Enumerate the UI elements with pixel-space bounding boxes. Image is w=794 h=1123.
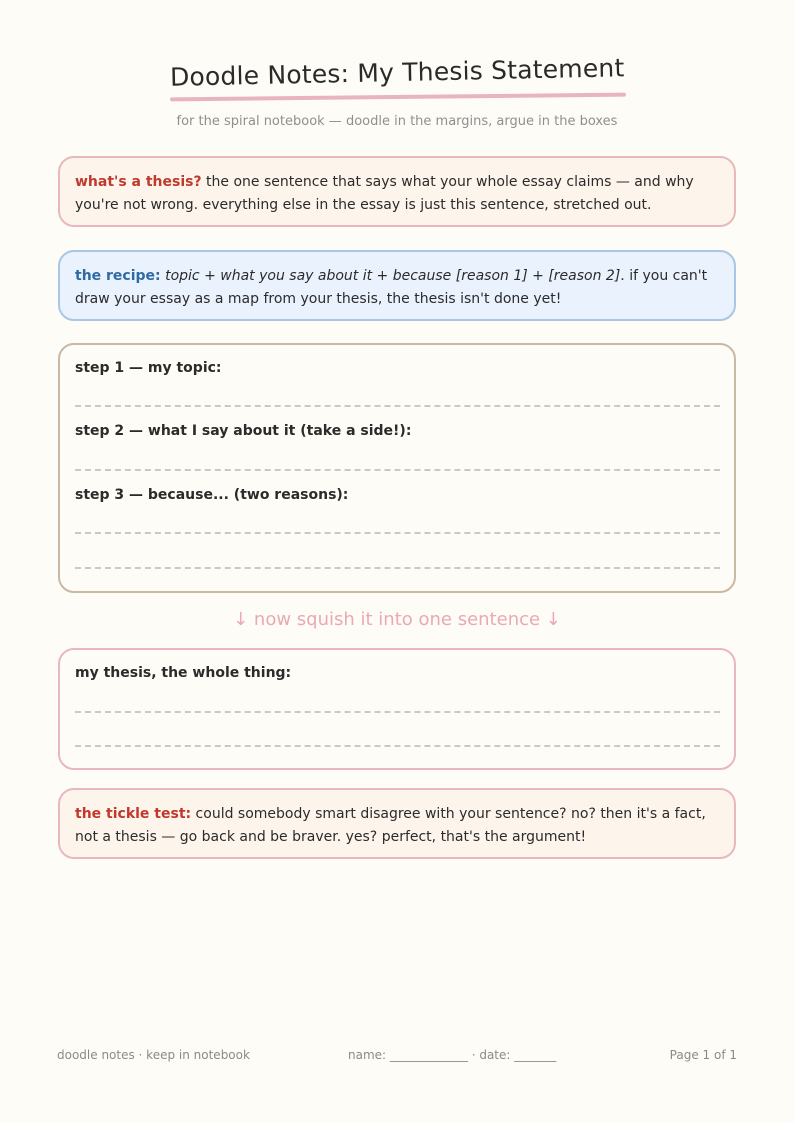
footer-left: doodle notes · keep in notebook: [57, 1048, 250, 1062]
footer-page-number: Page 1 of 1: [669, 1048, 737, 1062]
final-thesis-box: [58, 648, 736, 770]
step-2-label: step 2 — what I say about it (take a side!):: [75, 423, 412, 439]
step-2-write-line[interactable]: [75, 469, 720, 471]
footer-name-date: name: _____________ · date: _______: [348, 1048, 557, 1062]
thesis-definition-text: the one sentence that says what your whole essay claims — and why you're not wrong. everything else in the essay is just this sentence, stretched out.: [75, 174, 694, 213]
final-thesis-write-line-1[interactable]: [75, 711, 720, 713]
tickle-test-box: [58, 788, 736, 859]
page-subtitle: for the spiral notebook — doodle in the margins, argue in the boxes: [176, 114, 618, 129]
step-3-write-line-2[interactable]: [75, 567, 720, 569]
tickle-test-label: the tickle test:: [75, 806, 192, 822]
step-1-label: step 1 — my topic:: [75, 360, 222, 376]
final-thesis-write-line-2[interactable]: [75, 745, 720, 747]
recipe-formula: topic + what you say about it + because [reason 1] + [reason 2]: [165, 268, 621, 284]
page-title: Doodle Notes: My Thesis Statement: [169, 53, 625, 92]
recipe-label: the recipe:: [75, 268, 161, 284]
final-thesis-label: my thesis, the whole thing:: [75, 665, 292, 681]
tickle-test-text: could somebody smart disagree with your sentence? no? then it's a fact, not a thesis — go back and be braver. yes? perfect, that's the argument!: [75, 806, 706, 845]
step-1-write-line[interactable]: [75, 405, 720, 407]
thesis-definition-label: what's a thesis?: [75, 174, 202, 190]
steps-box: [58, 343, 736, 593]
title-underline: [170, 93, 626, 102]
recipe-box: [58, 250, 736, 321]
squish-instruction: ↓ now squish it into one sentence ↓: [233, 609, 561, 630]
step-3-label: step 3 — because... (two reasons):: [75, 487, 349, 503]
recipe-text: . if you can't draw your essay as a map from your thesis, the thesis isn't done yet!: [75, 268, 708, 307]
title-wrap: [0, 53, 794, 92]
step-3-write-line-1[interactable]: [75, 532, 720, 534]
thesis-definition-box: [58, 156, 736, 227]
